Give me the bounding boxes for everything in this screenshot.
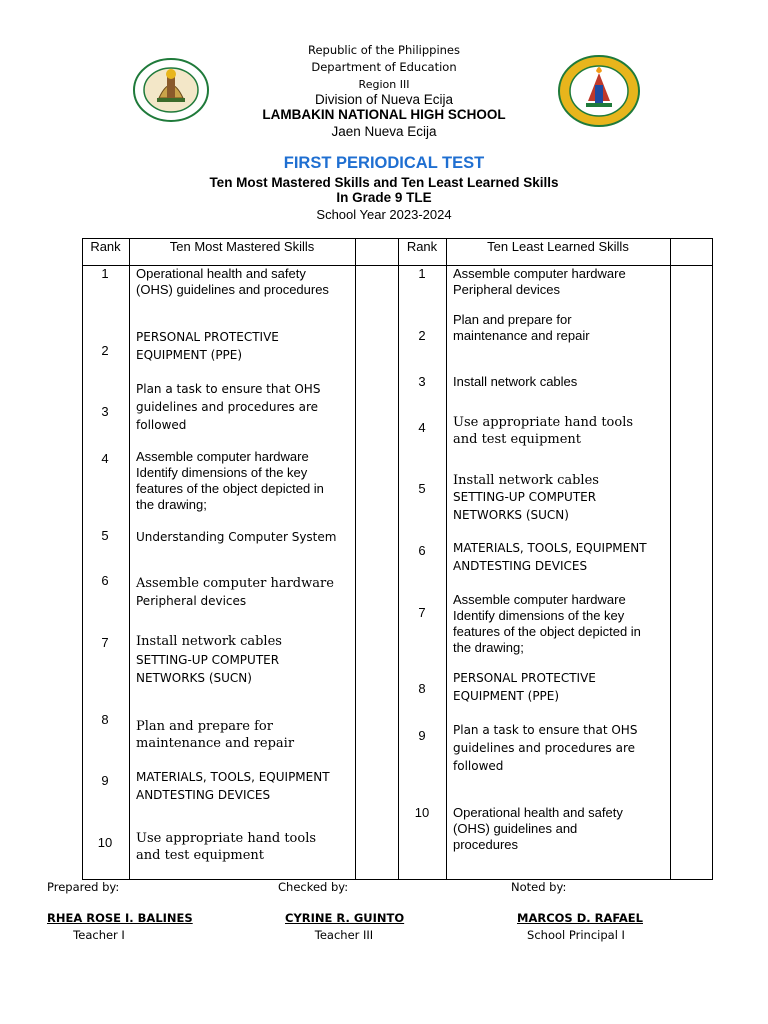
region-line: Region III — [358, 78, 410, 91]
least-rank: 7 — [418, 605, 426, 620]
mastered-skill-detail: SETTING-UP COMPUTER NETWORKS (SUCN) — [136, 653, 280, 685]
mastered-skill: Assemble computer hardware — [136, 576, 334, 591]
noted-by-name: MARCOS D. RAFAEL — [517, 911, 643, 925]
mastered-skill: Install network cables — [136, 634, 282, 649]
mastered-rank: 4 — [101, 451, 109, 466]
mastered-rank: 8 — [101, 712, 109, 727]
least-skill: MATERIALS, TOOLS, EQUIPMENT ANDTESTING DEVICES — [453, 541, 647, 573]
mastered-skill: Operational health and safety (OHS) guidelines and procedures — [136, 266, 329, 297]
least-skill-detail: SETTING-UP COMPUTER NETWORKS (SUCN) — [453, 490, 597, 522]
mastered-skill-detail: Peripheral devices — [136, 594, 247, 608]
prepared-by-role: Teacher I — [73, 928, 125, 942]
least-rank: 10 — [414, 805, 430, 820]
least-rank: 5 — [418, 481, 426, 496]
checked-by-label: Checked by: — [278, 880, 349, 894]
least-skill: Plan and prepare for maintenance and repair — [453, 312, 590, 343]
least-rank: 2 — [418, 328, 426, 343]
republic-line: Republic of the Philippines — [307, 43, 461, 57]
least-rank: 9 — [418, 728, 426, 743]
noted-by-role: School Principal I — [527, 928, 625, 942]
mastered-skill: Plan and prepare for maintenance and repair — [136, 719, 295, 751]
least-rank: 4 — [418, 420, 426, 435]
subtitle-skills: Ten Most Mastered Skills and Ten Least Learned Skills — [209, 175, 559, 190]
least-header: Ten Least Learned Skills — [487, 239, 629, 254]
table-col-line — [129, 238, 130, 880]
table-col-line — [446, 238, 447, 880]
mastered-rank: 10 — [97, 835, 113, 850]
mastered-skill: Use appropriate hand tools and test equipment — [136, 831, 317, 863]
department-line: Department of Education — [311, 60, 457, 74]
prepared-by-label: Prepared by: — [47, 880, 120, 894]
checked-by-role: Teacher III — [314, 928, 374, 942]
mastered-skill: PERSONAL PROTECTIVE EQUIPMENT (PPE) — [136, 330, 279, 362]
table-col-line — [712, 238, 713, 880]
test-title: FIRST PERIODICAL TEST — [283, 154, 485, 172]
table-col-line — [355, 238, 356, 880]
table-col-line — [670, 238, 671, 880]
mastered-skill: MATERIALS, TOOLS, EQUIPMENT ANDTESTING DEVICES — [136, 770, 330, 802]
mastered-rank: 6 — [101, 573, 109, 588]
least-skill: Operational health and safety (OHS) guidelines and procedures — [453, 805, 623, 852]
mastered-rank: 5 — [101, 528, 109, 543]
least-rank: 1 — [418, 266, 426, 281]
noted-by-label: Noted by: — [511, 880, 567, 894]
least-skill: Assemble computer hardware Peripheral devices — [453, 266, 626, 297]
rank-header-right: Rank — [406, 239, 438, 254]
town-line: Jaen Nueva Ecija — [331, 124, 437, 139]
least-skill: Assemble computer hardware Identify dimensions of the key features of the object depicted in the drawing; — [453, 592, 641, 655]
table-col-line — [398, 238, 399, 880]
prepared-by-name: RHEA ROSE I. BALINES — [47, 911, 193, 925]
checked-by-name: CYRINE R. GUINTO — [285, 911, 405, 925]
least-skill: PERSONAL PROTECTIVE EQUIPMENT (PPE) — [453, 671, 596, 703]
mastered-rank: 7 — [101, 635, 109, 650]
mastered-rank: 9 — [101, 773, 109, 788]
mastered-rank: 3 — [101, 404, 109, 419]
school-year: School Year 2023-2024 — [316, 207, 452, 222]
mastered-rank: 1 — [101, 266, 109, 281]
least-skill: Install network cables — [453, 473, 599, 488]
mastered-rank: 2 — [101, 343, 109, 358]
least-skill: Install network cables — [453, 374, 578, 389]
least-skill: Plan a task to ensure that OHS guidelines and procedures are followed — [453, 723, 638, 773]
least-rank: 6 — [418, 543, 426, 558]
rank-header-left: Rank — [90, 239, 121, 254]
school-name: LAMBAKIN NATIONAL HIGH SCHOOL — [262, 107, 506, 122]
subtitle-grade: In Grade 9 TLE — [336, 190, 432, 205]
mastered-skill: Assemble computer hardware Identify dimensions of the key features of the object depicted in the drawing; — [136, 449, 324, 512]
mastered-skill: Understanding Computer System — [136, 530, 337, 544]
least-skill: Use appropriate hand tools and test equipment — [453, 415, 634, 447]
least-rank: 8 — [418, 681, 426, 696]
mastered-header: Ten Most Mastered Skills — [169, 239, 315, 254]
division-line: Division of Nueva Ecija — [314, 92, 454, 107]
mastered-skill: Plan a task to ensure that OHS guidelines and procedures are followed — [136, 382, 321, 432]
least-rank: 3 — [418, 374, 426, 389]
table-col-line — [82, 238, 83, 880]
